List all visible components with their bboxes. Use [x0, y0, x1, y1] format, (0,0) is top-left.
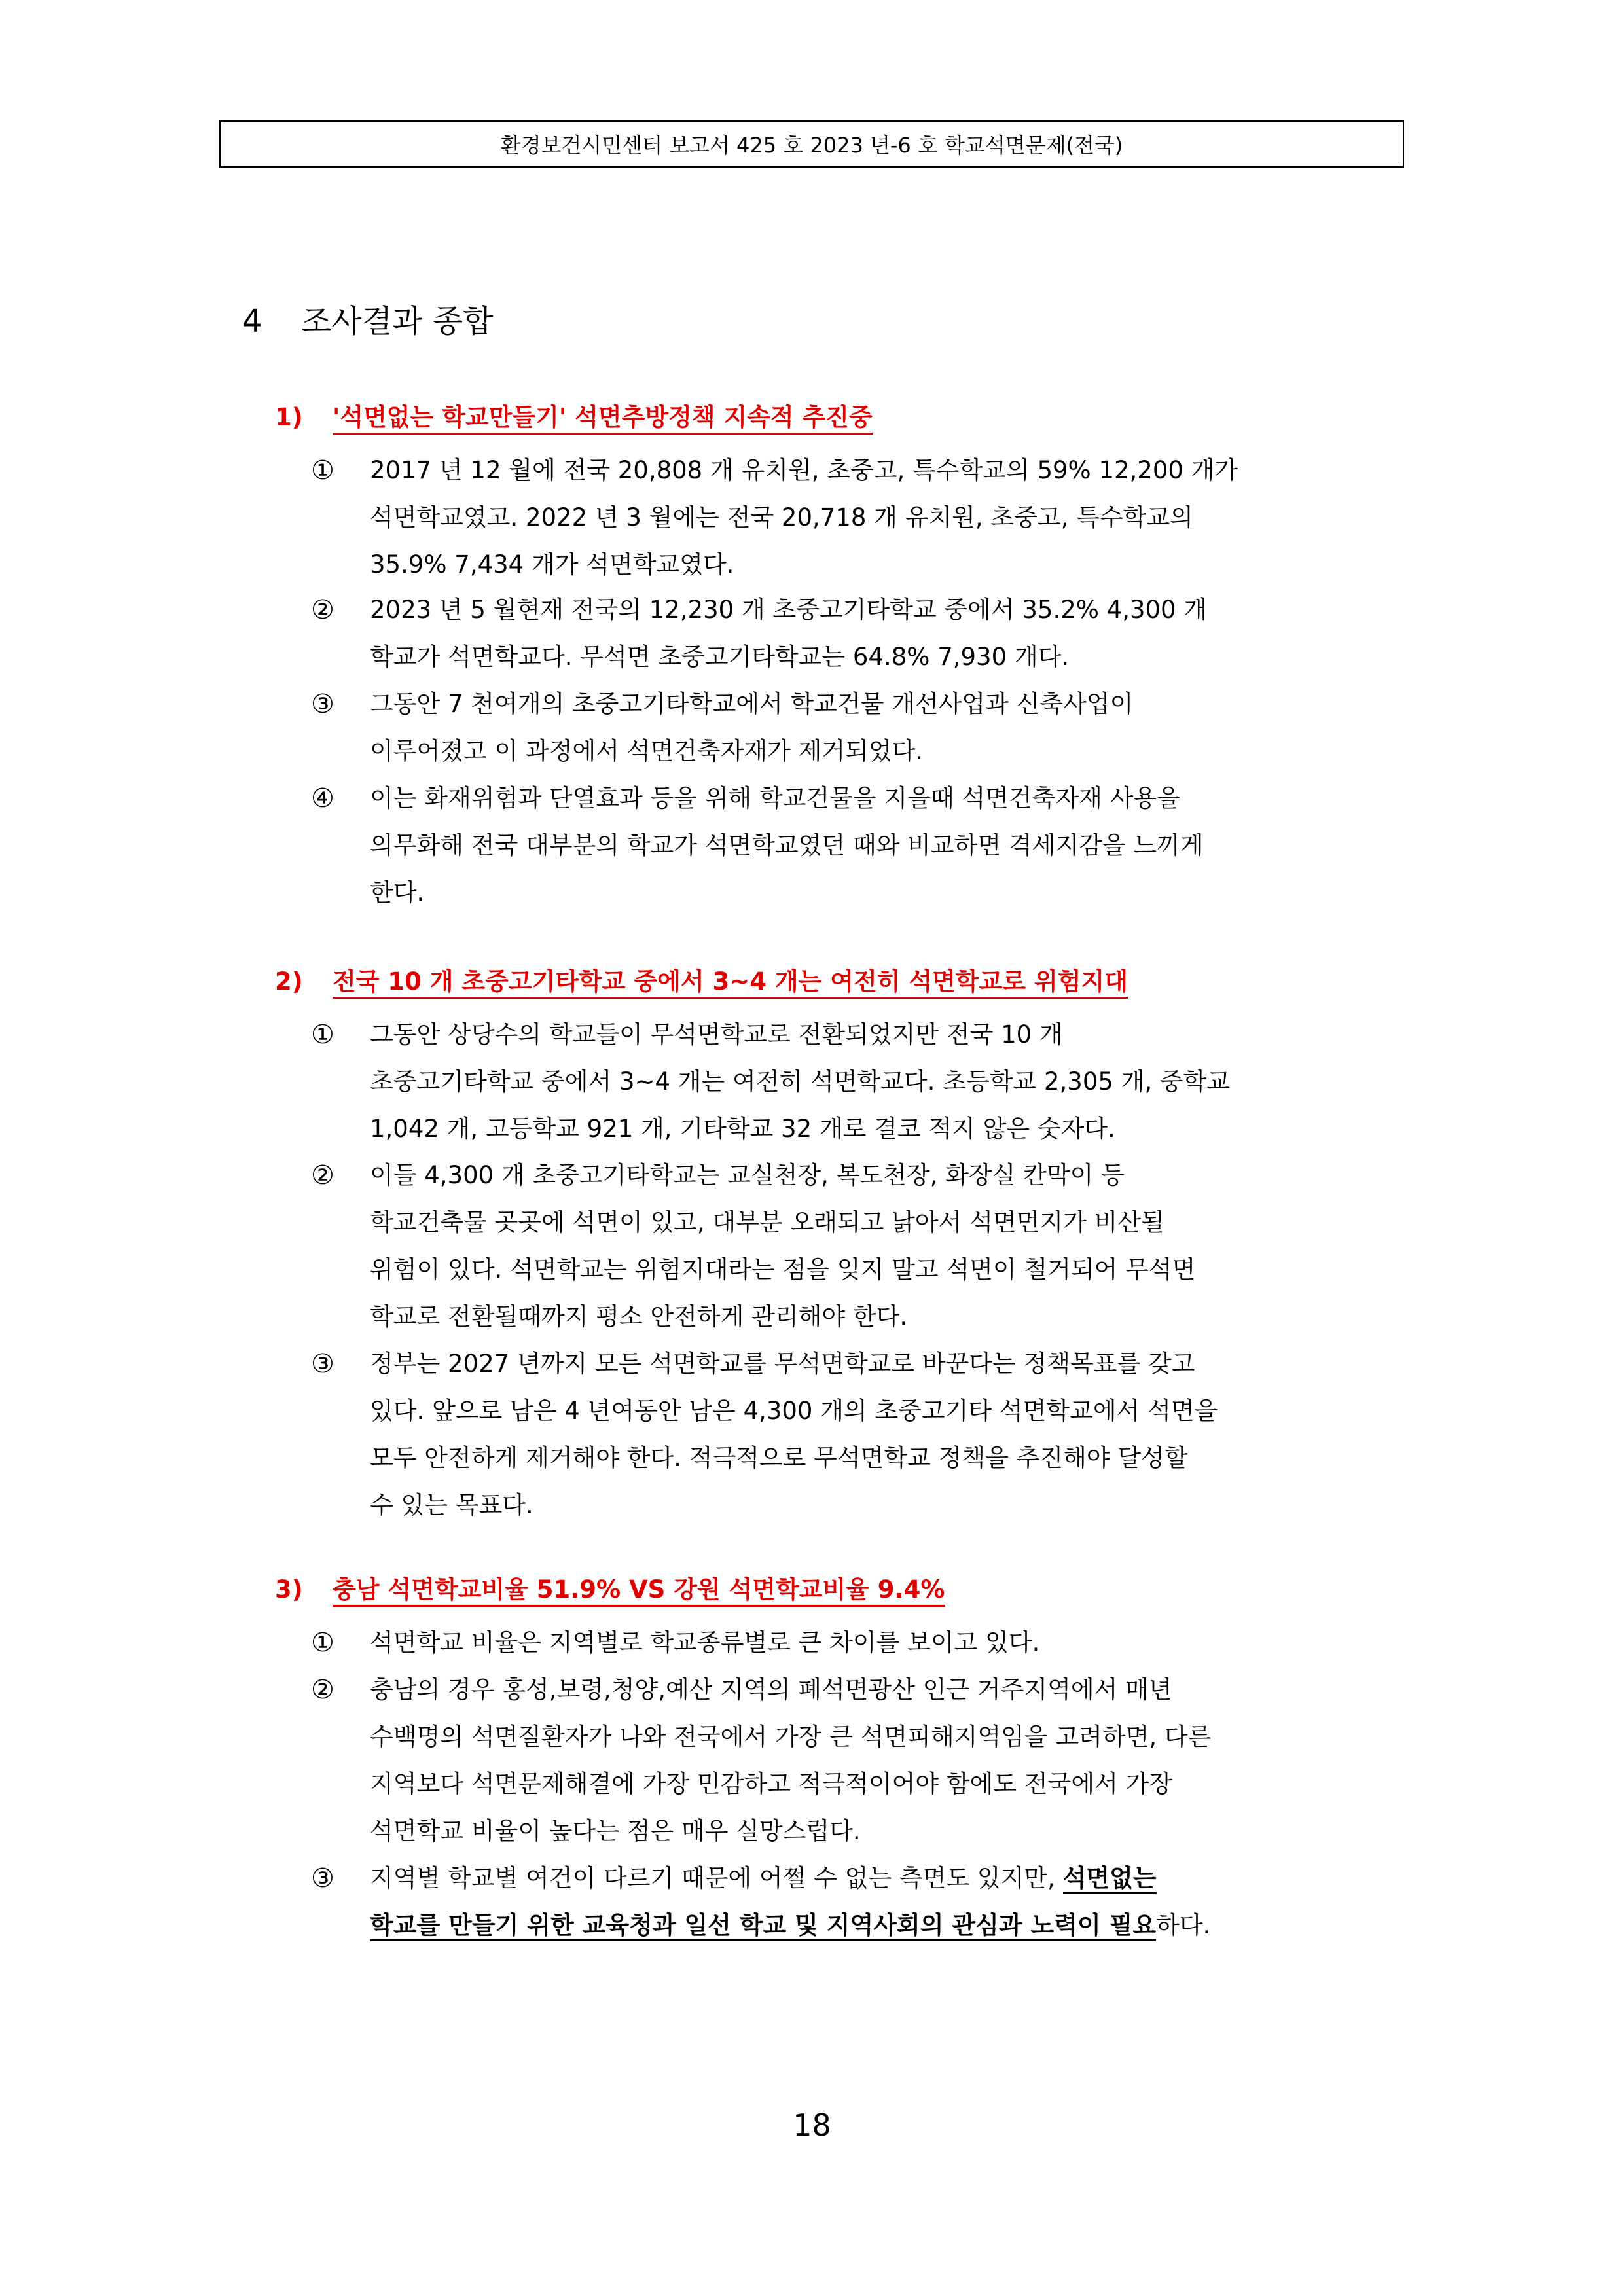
subsection-1-item-4: ④ 이는 화재위험과 단열효과 등을 위해 학교건물을 지을때 석면건축자재 사용을 의무화해 전국 대부분의 학교가 석면학교였던 때와 비교하면 격세지감을 느끼게 한다. [311, 783, 1204, 906]
report-header-title: 환경보건시민센터 보고서 425 호 2023 년-6 호 학교석면문제(전국) [500, 133, 1123, 158]
subsection-2-item-3: ③ 정부는 2027 년까지 모든 석면학교를 무석면학교로 바꾼다는 정책목표를 갖고 있다. 앞으로 남은 4 년여동안 남은 4,300 개의 초중고기타 석면학교에서 석면을 모두 안전하게 제거해야 한다. 적극적으로 무석면학교 정책을 추진해야 달성할 수 있는 목표다. [311, 1349, 1218, 1519]
subsection-1-item-3: ③ 그동안 7 천여개의 초중고기타학교에서 학교건물 개선사업과 신축사업이 이루어졌고 이 과정에서 석면건축자재가 제거되었다. [311, 689, 1134, 765]
subsection-2-item-1: ① 그동안 상당수의 학교들이 무석면학교로 전환되었지만 전국 10 개 초중고기타학교 중에서 3~4 개는 여전히 석면학교다. 초등학교 2,305 개, 중학교 1,042 개, 고등학교 921 개, 기타학교 32 개로 결코 적지 않은 숫자다. [311, 1020, 1231, 1143]
section-title [242, 296, 493, 341]
subsection-3-item-2: ② 충남의 경우 홍성,보령,청양,예산 지역의 폐석면광산 인근 거주지역에서 매년 수백명의 석면질환자가 나와 전국에서 가장 큰 석면피해지역임을 고려하면, 다른 지역보다 석면문제해결에 가장 민감하고 적극적이어야 함에도 전국에서 가장 석면학교 비율이 높다는 점은 매우 실망스럽다. [311, 1675, 1212, 1845]
subsection-1-item-1: ① 2017 년 12 월에 전국 20,808 개 유치원, 초중고, 특수학교의 59% 12,200 개가 석면학교였고. 2022 년 3 월에는 전국 20,718 개 유치원, 초중고, 특수학교의 35.9% 7,434 개가 석면학교였다. [311, 456, 1238, 579]
emphasis-text: 학교를 만들기 위한 교육청과 일선 학교 및 지역사회의 관심과 노력이 필요 [370, 1911, 1156, 1941]
subsection-1-heading: 1) '석면없는 학교만들기' 석면추방정책 지속적 추진중 [275, 401, 873, 435]
page-number: 18 [793, 2108, 831, 2143]
subsection-3-item-3: ③ 지역별 학교별 여건이 다르기 때문에 어쩔 수 없는 측면도 있지만, 석면없는 학교를 만들기 위한 교육청과 일선 학교 및 지역사회의 관심과 노력이 필요하다. [311, 1855, 1384, 1949]
subsection-1-item-2: ② 2023 년 5 월현재 전국의 12,230 개 초중고기타학교 중에서 35.2% 4,300 개 학교가 석면학교다. 무석면 초중고기타학교는 64.8% 7,930 개다. [311, 595, 1208, 671]
subsection-2-item-2: ② 이들 4,300 개 초중고기타학교는 교실천장, 복도천장, 화장실 칸막이 등 학교건축물 곳곳에 석면이 있고, 대부분 오래되고 낡아서 석면먼지가 비산될 위험이 있다. 석면학교는 위험지대라는 점을 잊지 말고 석면이 철거되어 무석면 학교로 전환될때까지 평소 안전하게 관리해야 한다. [311, 1160, 1196, 1331]
emphasis-text: 석면없는 [1063, 1864, 1157, 1894]
section-title-text: 조사결과 종합 [301, 303, 494, 340]
subsection-2-heading: 2) 전국 10 개 초중고기타학교 중에서 3~4 개는 여전히 석면학교로 위험지대 [275, 965, 1128, 999]
subsection-3-item-1: ① 석면학교 비율은 지역별로 학교종류별로 큰 차이를 보이고 있다. [311, 1628, 1040, 1658]
subsection-3-heading: 3) 충남 석면학교비율 51.9% VS 강원 석면학교비율 9.4% [275, 1573, 945, 1607]
section-number: 4 [242, 303, 262, 340]
report-header [219, 120, 1404, 168]
